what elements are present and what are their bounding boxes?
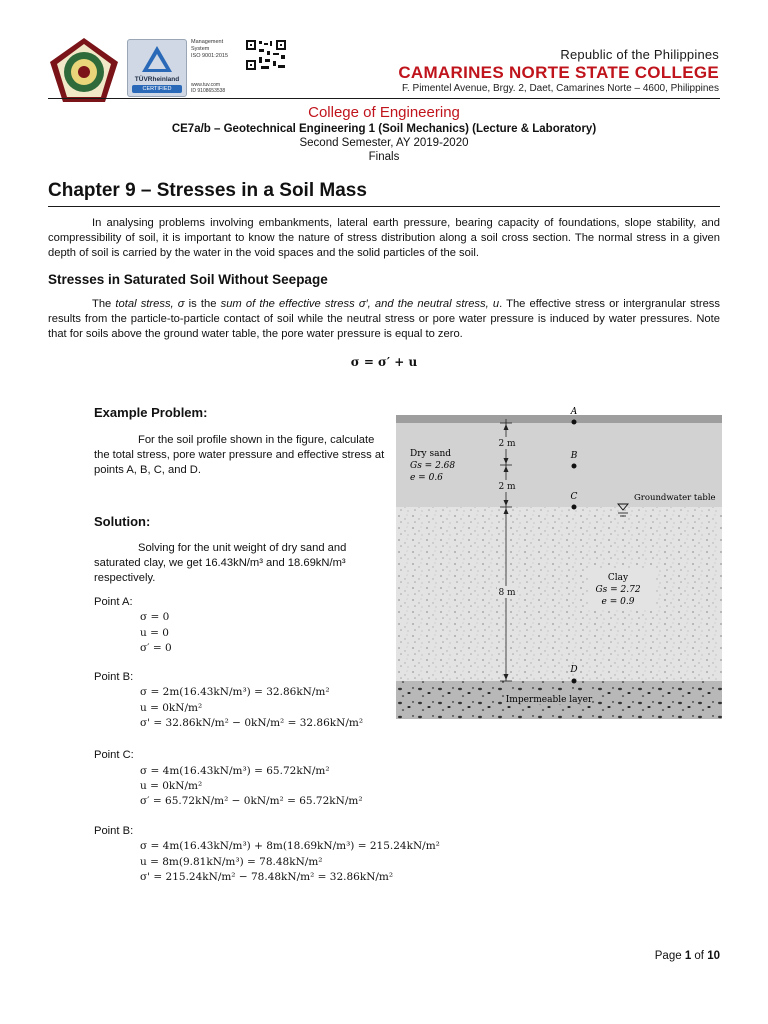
cert-id: ID 9108653538 (191, 88, 226, 94)
total-pages: 10 (707, 950, 720, 962)
chapter-divider (48, 206, 720, 207)
gwt-label: Groundwater table (634, 493, 716, 503)
cert-id-text (191, 82, 245, 94)
sand-gs: Gs = 2.68 (410, 461, 456, 471)
chapter-title: Chapter 9 – Stresses in a Soil Mass (48, 180, 367, 201)
cert-url: www.tuv.com (191, 82, 221, 88)
point-a-total-stress: σ = 0 (140, 611, 170, 623)
para-text: . The effective stress or intergranular stress results from the particle-to-particle contact of soil while the neutral stress or pore water pressure is induced by water pressures. Note that for soils above the ground water table, the pore water pressure is equal to zero. (48, 298, 720, 340)
point-a-text: A (570, 407, 578, 417)
point-b-total-stress: σ = 2m(16.43kN/m³) = 32.86kN/m² (140, 686, 330, 698)
tuv-triangle-icon (140, 44, 174, 74)
college-seal-logo (48, 36, 120, 104)
para-text: The (92, 298, 116, 310)
point-d-effective-stress: σ' = 215.24kN/m² − 78.48kN/m² = 32.86kN/m² (140, 871, 394, 883)
point-c-effective-stress: σ′ = 65.72kN/m² − 0kN/m² = 65.72kN/m² (140, 795, 363, 807)
point-d-label: Point B: (94, 825, 134, 837)
semester-text: Second Semester, AY 2019-2020 (299, 137, 469, 149)
dim-top-label: 2 m (498, 439, 516, 449)
certified-label: CERTIFIED (132, 85, 182, 93)
clay-e: e = 0.9 (601, 597, 635, 607)
para-emphasis: sum of the effective stress σ′, and the neutral stress, u (220, 298, 500, 310)
solution-heading: Solution: (94, 514, 151, 529)
dim-clay-label: 8 m (498, 588, 516, 598)
page-footer (655, 950, 720, 962)
iso-line: System (191, 46, 210, 52)
point-c-total-stress: σ = 4m(16.43kN/m³) = 65.72kN/m² (140, 765, 330, 777)
para-emphasis: total stress, σ (115, 298, 185, 310)
clay-label: Clay (607, 573, 629, 583)
point-a-effective-stress: σ′ = 0 (140, 642, 172, 654)
sand-e: e = 0.6 (410, 473, 443, 483)
qr-code-icon (245, 39, 287, 71)
example-body: For the soil profile shown in the figure, calculate the total stress, pore water pressure and effective stress at points A, B, C, and D. (94, 434, 385, 476)
point-d-text: D (570, 665, 578, 675)
impermeable-label: Impermeable layer (505, 695, 593, 705)
point-d-dot (572, 679, 577, 684)
point-a-pore-pressure: u = 0 (140, 627, 169, 639)
stress-definition-paragraph (48, 297, 720, 342)
footer-text: Page (654, 950, 685, 962)
point-c-pore-pressure: u = 0kN/m² (140, 780, 203, 792)
point-b-pore-pressure: u = 0kN/m² (140, 702, 203, 714)
current-page: 1 (684, 950, 692, 962)
clay-gs: Gs = 2.72 (595, 585, 641, 595)
clay-layer (396, 507, 722, 681)
point-a-label: Point A: (94, 596, 133, 608)
iso-line: ISO 9001:2015 (191, 53, 229, 59)
point-b-dot (572, 464, 577, 469)
point-b-effective-stress: σ' = 32.86kN/m² − 0kN/m² = 32.86kN/m² (140, 717, 364, 729)
point-b-label: Point B: (94, 671, 134, 683)
point-b-text: B (570, 451, 578, 461)
course-title: CE7a/b – Geotechnical Engineering 1 (Soil Mechanics) (Lecture & Laboratory) (171, 123, 597, 135)
republic-text: Republic of the Philippines (560, 47, 719, 62)
dim-mid-label: 2 m (498, 482, 516, 492)
tuv-certification-badge (127, 39, 187, 97)
point-d-total-stress: σ = 4m(16.43kN/m³) + 8m(18.69kN/m³) = 215.24kN/m² (140, 840, 440, 852)
point-c-label: Point C: (94, 749, 134, 761)
main-equation: σ = σ′ + u (350, 355, 418, 369)
point-c-text: C (570, 492, 578, 502)
iso-text (191, 39, 245, 60)
tuv-brand: TÜVRheinland (134, 76, 180, 83)
point-a-dot (572, 420, 577, 425)
header-divider (48, 98, 720, 99)
sand-label: Dry sand (410, 449, 452, 459)
para-text: is the (184, 298, 221, 310)
section-heading: Stresses in Saturated Soil Without Seepage (48, 272, 328, 287)
example-heading: Example Problem: (94, 405, 208, 420)
school-address: F. Pimentel Avenue, Brgy. 2, Daet, Camarines Norte – 4600, Philippines (401, 83, 719, 94)
solution-body: Solving for the unit weight of dry sand and saturated clay, we get 16.43kN/m³ and 18.69kN/m³ respectively. (94, 542, 347, 584)
college-title: College of Engineering (308, 104, 460, 121)
point-c-dot (572, 505, 577, 510)
term-text: Finals (368, 151, 400, 163)
soil-profile-figure (396, 405, 722, 719)
school-name: CAMARINES NORTE STATE COLLEGE (398, 63, 719, 82)
iso-line: Management (191, 39, 224, 45)
intro-paragraph: In analysing problems involving embankments, lateral earth pressure, bearing capacity of foundations, slope stability, and compressibility of soil, it is important to know the nature of stress distribution along a soil cross section. The normal stress in a given depth of soil is carried by the water in the void spaces and the solid particles of the soil. (48, 217, 720, 259)
point-d-pore-pressure: u = 8m(9.81kN/m³) = 78.48kN/m² (140, 856, 323, 868)
footer-text: of (691, 950, 708, 962)
